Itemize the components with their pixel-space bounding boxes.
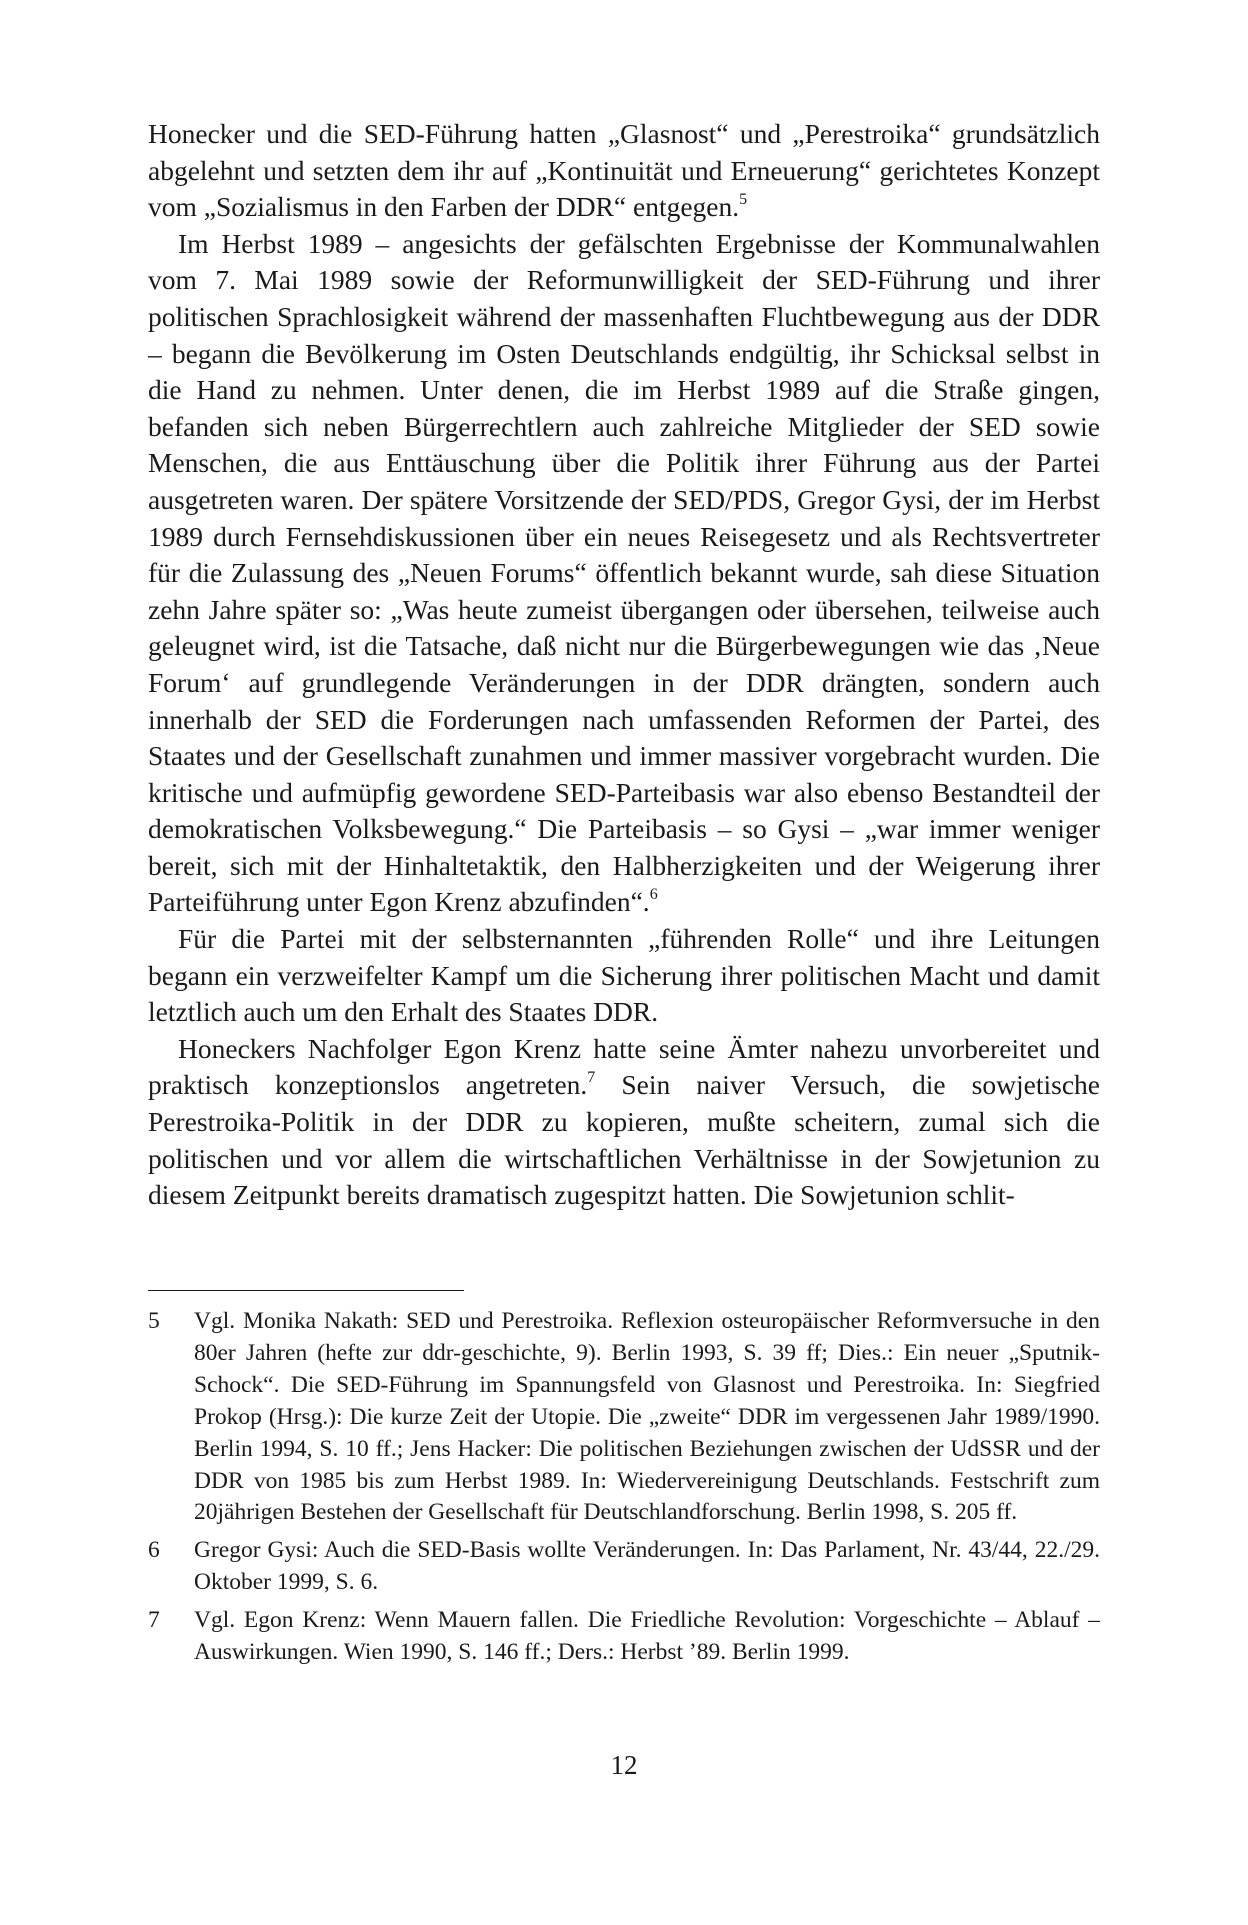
- paragraph-4-text-b: Sein naiver Versuch, die sowjetische Perestroika-Politik in der DDR zu kopieren, mußte scheitern, zumal sich die politischen und vor allem die wirtschaftlichen Verhältnisse in der Sowjetunion zu diesem Zeitpunkt bereits dramatisch zugespitzt hatten. Die Sowjetunion schlit-: [148, 1069, 1100, 1211]
- footnote-ref-5: 5: [739, 191, 748, 209]
- paragraph-3: [148, 921, 1100, 1031]
- paragraph-2: [148, 226, 1100, 921]
- footnote-number: 7: [148, 1607, 160, 1634]
- body-text: [148, 116, 1100, 1214]
- footnote-separator: [148, 1290, 464, 1291]
- page-number: 12: [610, 1750, 638, 1780]
- paragraph-4: [148, 1031, 1100, 1214]
- footnote-text: Vgl. Monika Nakath: SED und Perestroika. Reflexion osteuropäischer Reformversuche in den 80er Jahren (hefte zur ddr-geschichte, 9). Berlin 1993, S. 39 ff; Dies.: Ein neuer „Sputnik-Schock“. Die SED-Führung im Spannungsfeld von Glasnost und Perestroika. In: Siegfried Prokop (Hrsg.): Die kurze Zeit der Utopie. Die „zweite“ DDR im vergessenen Jahr 1989/1990. Berlin 1994, S. 10 ff.; Jens Hacker: Die politischen Beziehungen zwischen der UdSSR und der DDR von 1985 bis zum Herbst 1989. In: Wiedervereinigung Deutschlands. Festschrift zum 20jährigen Bestehen der Gesellschaft für Deutschlandforschung. Berlin 1998, S. 205 ff.: [194, 1308, 1100, 1526]
- footnote-7: [148, 1605, 1100, 1669]
- footnote-ref-7: 7: [587, 1069, 596, 1087]
- footnote-number: 5: [148, 1308, 160, 1334]
- paragraph-2-text: Im Herbst 1989 – angesichts der gefälschten Ergebnisse der Kommunalwahlen vom 7. Mai 1989 sowie der Reformunwilligkeit der SED-Führung und ihrer politischen Sprachlosigkeit während der massenhaften Fluchtbewegung aus der DDR – begann die Bevölkerung im Osten Deutschlands endgültig, ihr Schicksal selbst in die Hand zu nehmen. Unter denen, die im Herbst 1989 auf die Straße gingen, befanden sich neben Bürgerrechtlern auch zahlreiche Mitglieder der SED sowie Menschen, die aus Enttäuschung über die Politik ihrer Führung aus der Partei ausgetreten waren. Der spätere Vorsitzende der SED/PDS, Gregor Gysi, der im Herbst 1989 durch Fernsehdiskussionen über ein neues Reisegesetz und als Rechtsvertreter für die Zulassung des „Neuen Forums“ öffentlich bekannt wurde, sah diese Situation zehn Jahre später so: „Was heute zumeist übergangen oder übersehen, teilweise auch geleugnet wird, ist die Tatsache, daß nicht nur die Bürgerbewegungen wie das ‚Neue Forum‘ auf grundlegende Veränderungen in der DDR drängten, sondern auch innerhalb der SED die Forderungen nach umfassenden Reformen der Partei, des Staates und der Gesellschaft zunahmen und immer massiver vorgebracht wurden. Die kritische und aufmüpfig gewordene SED-Parteibasis war also ebenso Bestandteil der demokratischen Volksbewegung.“ Die Parteibasis – so Gysi – „war immer weniger bereit, sich mit der Hinhaltetaktik, den Halbherzigkeiten und der Weigerung ihrer Parteiführung unter Egon Krenz abzufinden“.: [148, 227, 1100, 918]
- footnote-ref-6: 6: [649, 886, 658, 904]
- footnotes: [148, 1306, 1100, 1675]
- paragraph-4-text-a: Honeckers Nachfolger Egon Krenz hatte seine Ämter nahezu unvorbereitet und praktisch konzeptionslos angetreten.: [148, 1032, 1100, 1101]
- paragraph-1-text: Honecker und die SED-Führung hatten „Glasnost“ und „Perestroika“ grundsätzlich abgelehnt und setzten dem ihr auf „Kontinuität und Erneuerung“ gerichtetes Konzept vom „Sozialismus in den Farben der DDR“ entgegen.: [148, 118, 1100, 223]
- footnote-number: 6: [148, 1537, 160, 1564]
- paragraph-1: [148, 116, 1100, 226]
- paragraph-3-text: Für die Partei mit der selbsternannten „führenden Rolle“ und ihre Leitungen begann ein verzweifelter Kampf um die Sicherung ihrer politischen Macht und damit letztlich auch um den Erhalt des Staates DDR.: [148, 923, 1100, 1028]
- footnote-text: Vgl. Egon Krenz: Wenn Mauern fallen. Die Friedliche Revolution: Vorgeschichte – Ablauf – Auswirkungen. Wien 1990, S. 146 ff.; Ders.: Herbst ’89. Berlin 1999.: [194, 1607, 1100, 1666]
- footnote-text: Gregor Gysi: Auch die SED-Basis wollte Veränderungen. In: Das Parlament, Nr. 43/44, 22./29. Oktober 1999, S. 6.: [194, 1537, 1100, 1596]
- footnote-5: [148, 1306, 1100, 1529]
- footnote-6: [148, 1535, 1100, 1599]
